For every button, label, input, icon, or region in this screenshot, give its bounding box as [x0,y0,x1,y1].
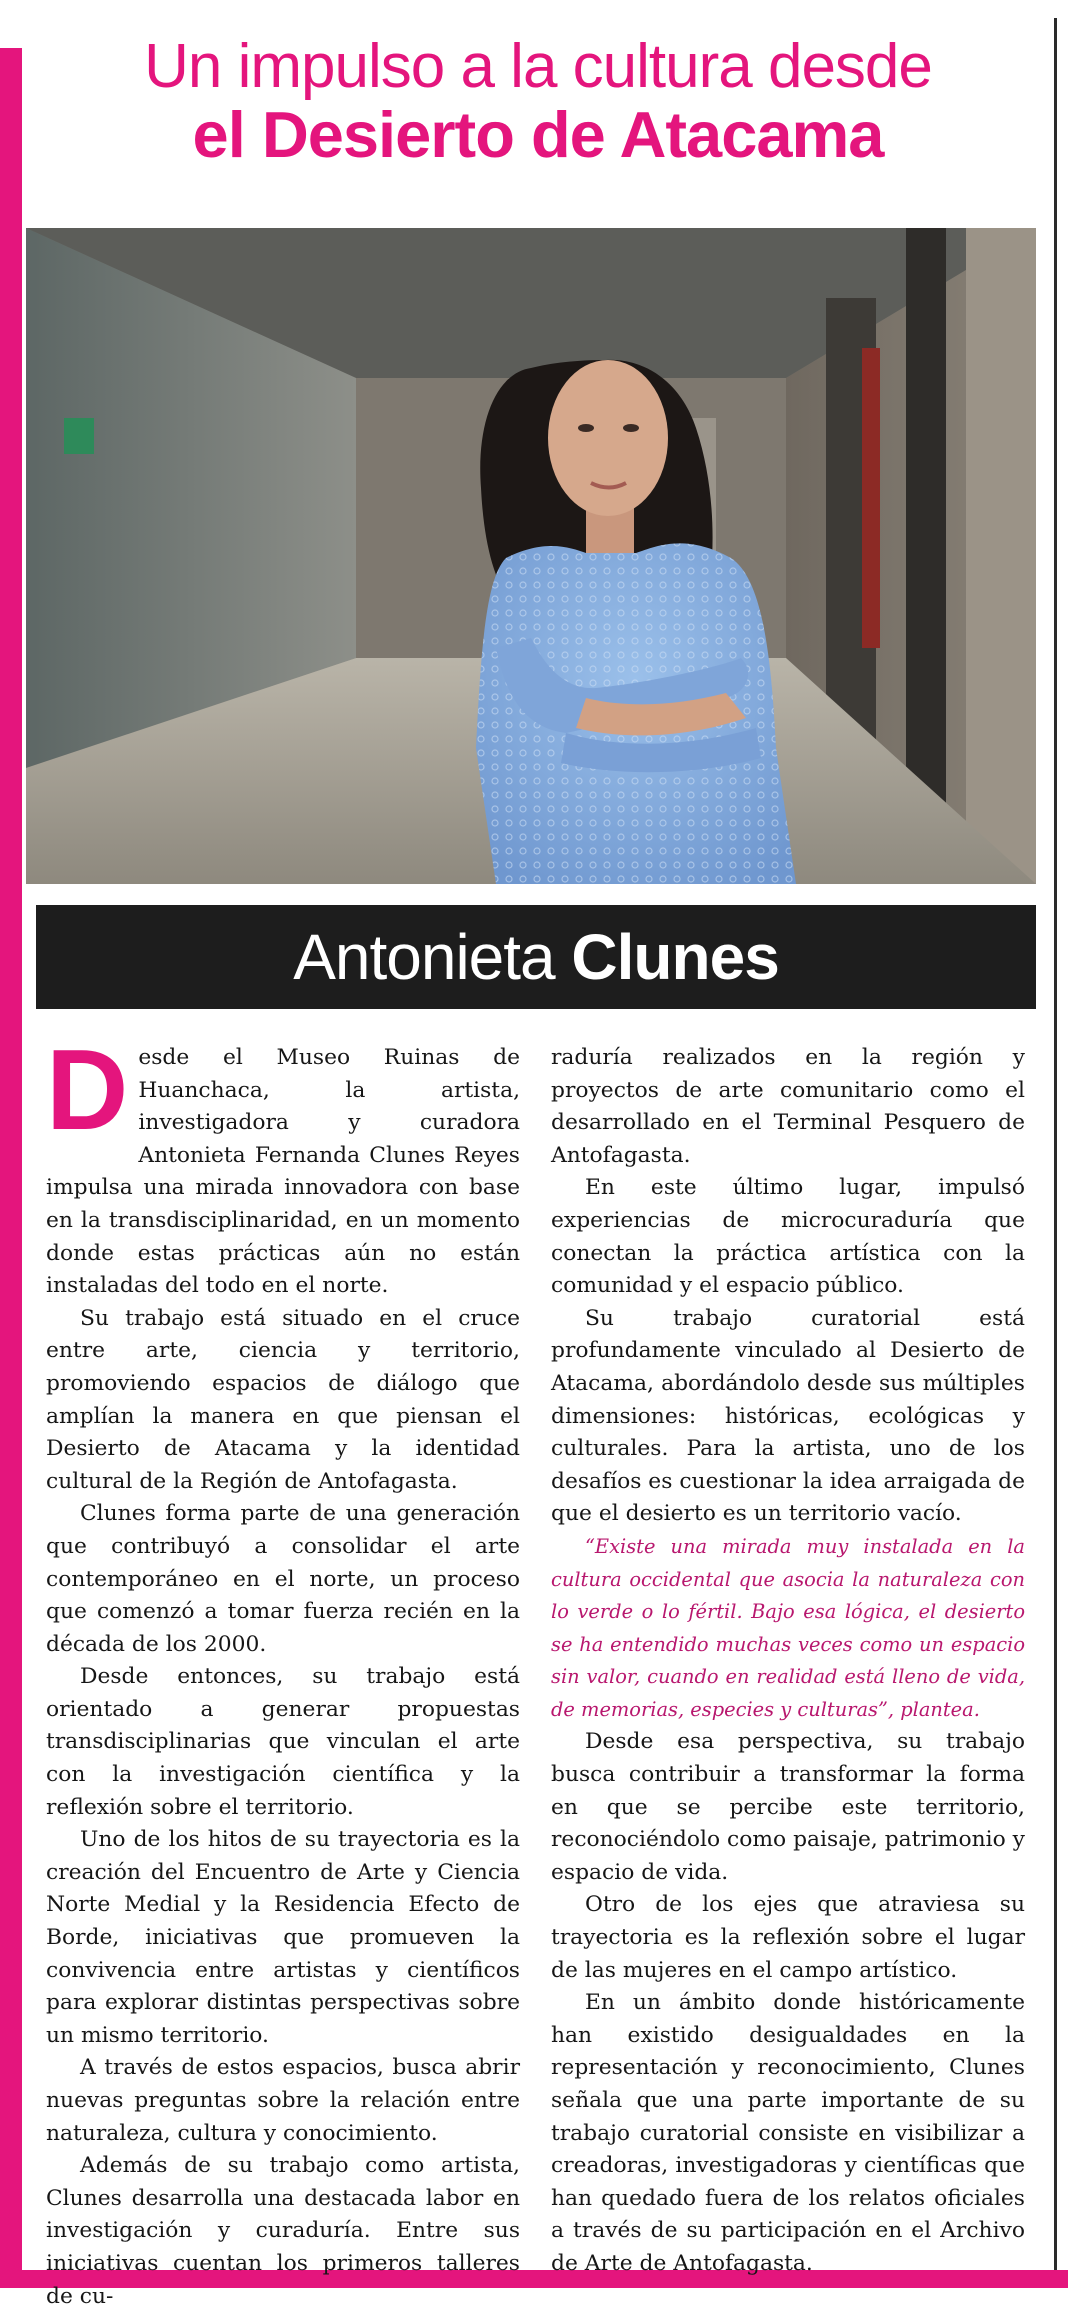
dropcap: D [46,1027,129,1154]
paragraph: raduría realizados en la región y proyectos de arte comunitario como el desarrollado en el Terminal Pesquero de Antofagasta. [551,1045,1025,1168]
paragraph: En este último lugar, impulsó experiencias de microcuraduría que conectan la práctica artística con la comunidad y el espacio público. [551,1175,1025,1299]
paragraph: Uno de los hitos de su trayectoria es la creación del Encuentro de Arte y Ciencia Norte Medial y la Residencia Efecto de Borde, iniciativas que promueven la convivencia entre artistas y científicos para explorar distintas perspectivas sobre un mismo territorio. [46,1827,520,2048]
article-column-left [46,1027,520,2313]
paragraph: Además de su trabajo como artista, Clunes desarrolla una destacada labor en investigación y curaduría. Entre sus iniciativas cuentan los primeros talleres de cu- [46,2153,520,2309]
paragraph [46,1027,520,1303]
pull-quote: “Existe una mirada muy instalada en la cultura occidental que asocia la naturaleza con lo verde o lo fértil. Bajo esa lógica, el desierto se ha entendido muchas veces como un espacio sin valor, cuando en realidad está lleno de vida, de memorias, especies y culturas”, plantea. [551,1534,1025,1721]
paragraph: Desde entonces, su trabajo está orientado a generar propuestas transdisciplinarias que vinculan el arte con la investigación científica y la reflexión sobre el territorio. [46,1664,520,1820]
paragraph: Clunes forma parte de una generación que contribuyó a consolidar el arte contemporáneo en el norte, un proceso que comenzó a tomar fuerza recién en la década de los 2000. [46,1501,520,1657]
portrait-photo [26,228,1036,884]
name-first: Antonieta [293,921,555,993]
name-band [36,905,1036,1009]
column-rule-right [1054,18,1057,2270]
paragraph: Desde esa perspectiva, su trabajo busca contribuir a transformar la forma en que se percibe este territorio, reconociéndolo como paisaje, patrimonio y espacio de vida. [551,1729,1025,1885]
accent-bar-left [0,48,22,2288]
paragraph: Otro de los ejes que atraviesa su trayectoria es la reflexión sobre el lugar de las mujeres en el campo artístico. [551,1892,1025,1983]
name-last: Clunes [571,921,779,993]
headline-line-2: el Desierto de Atacama [192,98,884,172]
article-column-right [551,1042,1025,2281]
paragraph: Su trabajo curatorial está profundamente vinculado al Desierto de Atacama, abordándolo desde sus múltiples dimensiones: históricas, ecológicas y culturales. Para la artista, uno de los desafíos es cuestionar la idea arraigada de que el desierto es un territorio vacío. [551,1305,1026,1527]
headline [22,34,1054,170]
paragraph: Su trabajo está situado en el cruce entre arte, ciencia y territorio, promoviendo espacios de diálogo que amplían la manera en que piensan el Desierto de Atacama y la identidad cultural de la Región de Antofagasta. [46,1305,520,1494]
paragraph-text: esde el Museo Ruinas de Huanchaca, la artista, investigadora y curadora Antonieta Fernanda Clunes Reyes impulsa una mirada innovadora con base en la transdisciplinaridad, en un momento donde estas prácticas aún no están instaladas del todo en el norte. [46,1045,520,1299]
paragraph: En un ámbito donde históricamente han existido desigualdades en la representación y reconocimiento, Clunes señala que una parte importante de su trabajo curatorial consiste en visibilizar a creadoras, investigadoras y científicas que han quedado fuera de los relatos oficiales a través de su participación en el Archivo de Arte de Antofagasta. [551,1990,1025,2276]
headline-line-1: Un impulso a la cultura desde [144,32,932,101]
portrait-illustration [26,228,1036,884]
paragraph: A través de estos espacios, busca abrir nuevas preguntas sobre la relación entre naturaleza, cultura y conocimiento. [46,2055,520,2146]
